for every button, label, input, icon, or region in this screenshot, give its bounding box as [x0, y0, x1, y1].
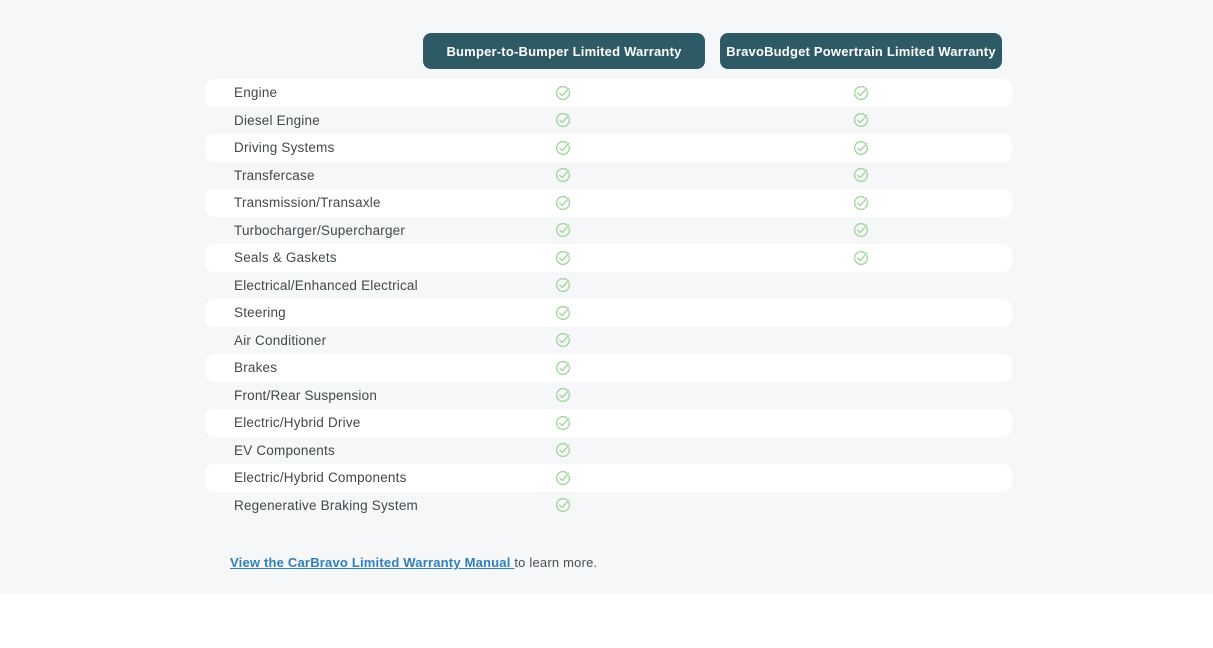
bumper-to-bumper-check-icon: [555, 387, 571, 403]
component-label: Turbocharger/Supercharger: [234, 222, 406, 238]
footer-note-text: to learn more.: [514, 555, 598, 570]
warranty-coverage-table: [205, 79, 1012, 519]
table-row: [205, 162, 1012, 190]
component-label: Seals & Gaskets: [234, 250, 337, 266]
powertrain-check-icon: [853, 250, 869, 266]
table-row: [205, 272, 1012, 300]
bumper-to-bumper-warranty-button[interactable]: Bumper-to-Bumper Limited Warranty: [423, 33, 705, 69]
component-label: Air Conditioner: [234, 332, 327, 348]
component-label: Electric/Hybrid Drive: [234, 415, 361, 431]
table-row: [205, 107, 1012, 135]
powertrain-check-icon: [853, 222, 869, 238]
table-row: [205, 492, 1012, 520]
bumper-to-bumper-check-icon: [555, 222, 571, 238]
powertrain-check-icon: [853, 387, 869, 403]
table-row: [205, 327, 1012, 355]
component-label: Electric/Hybrid Components: [234, 470, 407, 486]
component-label: EV Components: [234, 442, 335, 458]
component-label: Electrical/Enhanced Electrical: [234, 277, 418, 293]
powertrain-check-icon: [853, 332, 869, 348]
powertrain-check-icon: [853, 415, 869, 431]
bumper-to-bumper-check-icon: [555, 85, 571, 101]
component-label: Engine: [234, 85, 278, 101]
powertrain-warranty-button[interactable]: BravoBudget Powertrain Limited Warranty: [720, 33, 1002, 69]
bumper-to-bumper-check-icon: [555, 415, 571, 431]
component-label: Brakes: [234, 360, 278, 376]
component-label: Driving Systems: [234, 140, 335, 156]
powertrain-check-icon: [853, 360, 869, 376]
bumper-to-bumper-check-icon: [555, 360, 571, 376]
table-row: [205, 437, 1012, 465]
component-label: Transfercase: [234, 167, 315, 183]
powertrain-check-icon: [853, 140, 869, 156]
warranty-manual-link[interactable]: View the CarBravo Limited Warranty Manual: [230, 555, 515, 570]
component-label: Regenerative Braking System: [234, 497, 418, 513]
table-row: [205, 382, 1012, 410]
table-row: [205, 79, 1012, 107]
table-row: [205, 189, 1012, 217]
bumper-to-bumper-check-icon: [555, 332, 571, 348]
table-row: [205, 409, 1012, 437]
table-row: [205, 464, 1012, 492]
table-row: [205, 299, 1012, 327]
powertrain-check-icon: [853, 85, 869, 101]
powertrain-check-icon: [853, 167, 869, 183]
bumper-to-bumper-check-icon: [555, 470, 571, 486]
bumper-to-bumper-check-icon: [555, 250, 571, 266]
table-row: [205, 354, 1012, 382]
powertrain-check-icon: [853, 470, 869, 486]
table-row: [205, 217, 1012, 245]
bumper-to-bumper-check-icon: [555, 442, 571, 458]
powertrain-check-icon: [853, 442, 869, 458]
powertrain-check-icon: [853, 195, 869, 211]
bumper-to-bumper-check-icon: [555, 112, 571, 128]
powertrain-check-icon: [853, 305, 869, 321]
bumper-to-bumper-check-icon: [555, 277, 571, 293]
footer-note: [230, 555, 597, 570]
bumper-to-bumper-check-icon: [555, 497, 571, 513]
bumper-to-bumper-check-icon: [555, 140, 571, 156]
component-label: Front/Rear Suspension: [234, 387, 378, 403]
component-label: Diesel Engine: [234, 112, 320, 128]
warranty-header-buttons: [423, 33, 1002, 69]
powertrain-check-icon: [853, 277, 869, 293]
powertrain-check-icon: [853, 112, 869, 128]
component-label: Steering: [234, 305, 286, 321]
bumper-to-bumper-check-icon: [555, 305, 571, 321]
table-row: [205, 244, 1012, 272]
bumper-to-bumper-check-icon: [555, 195, 571, 211]
bumper-to-bumper-check-icon: [555, 167, 571, 183]
powertrain-check-icon: [853, 497, 869, 513]
component-label: Transmission/Transaxle: [234, 195, 381, 211]
table-row: [205, 134, 1012, 162]
